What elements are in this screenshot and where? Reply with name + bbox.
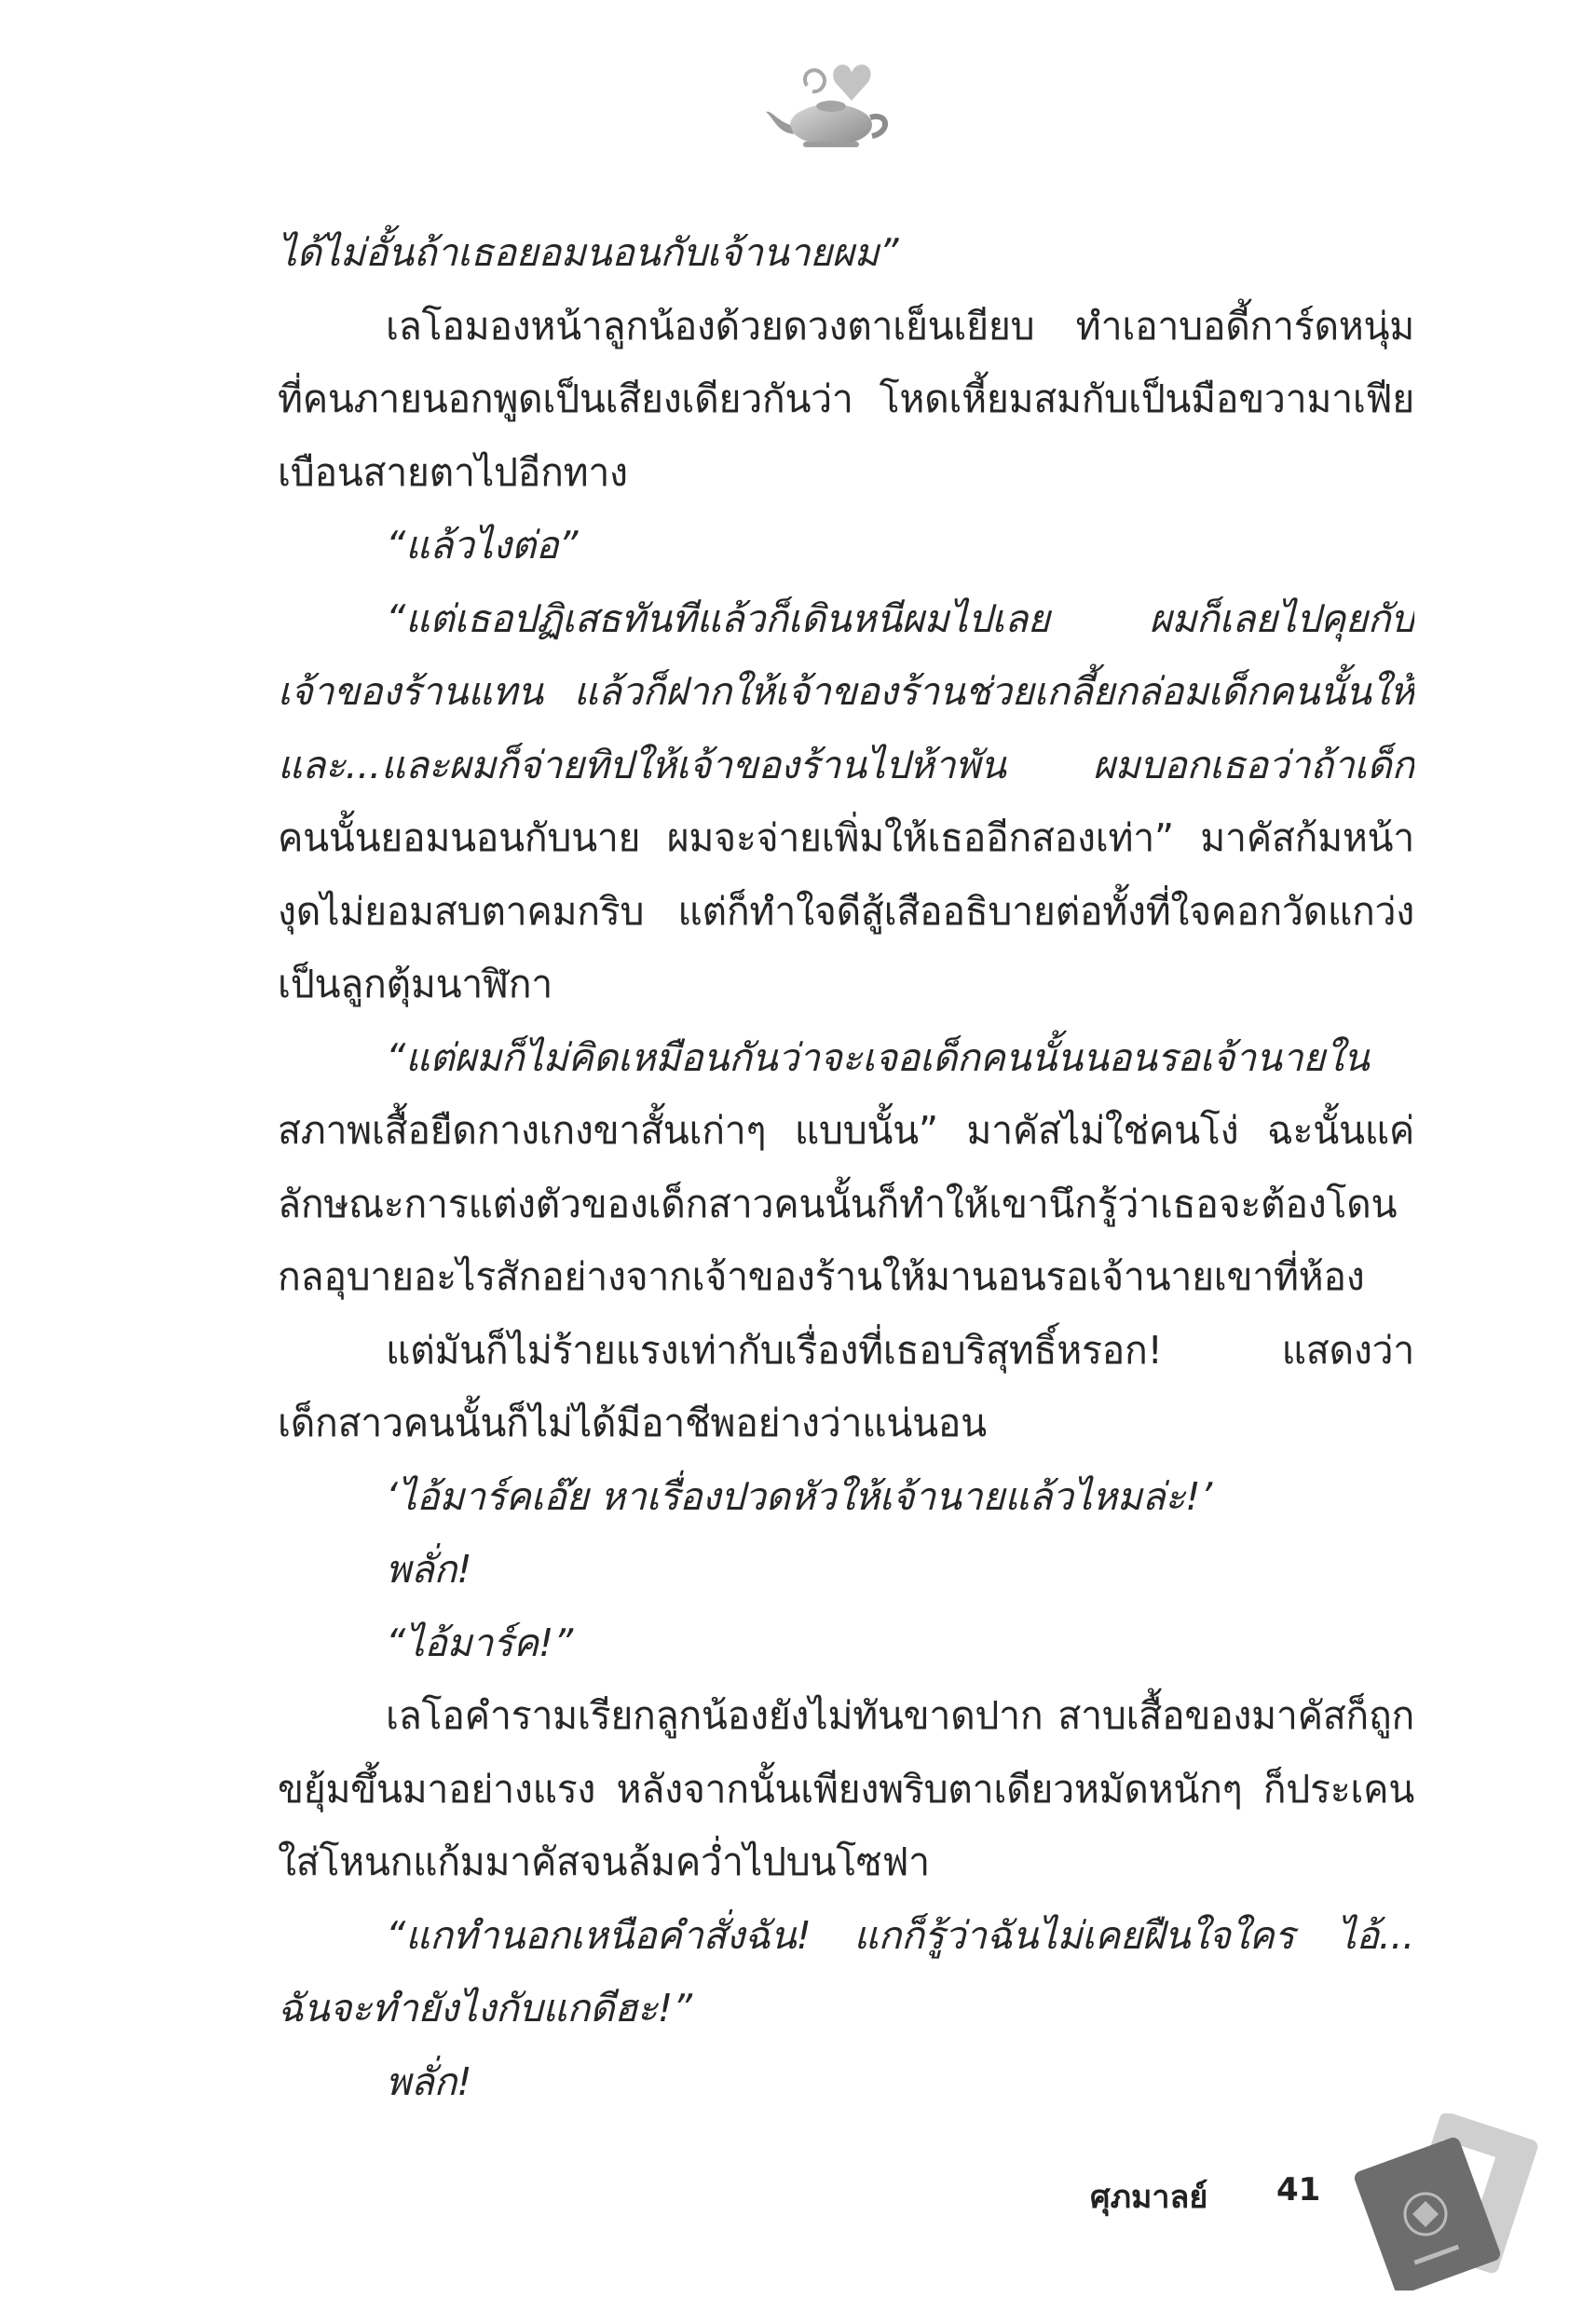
- text-line: พลั่ก!: [386, 1547, 472, 1592]
- text-line: “แล้วไงต่อ”: [386, 523, 579, 567]
- text-line: ได้ไม่อั้นถ้าเธอยอมนอนกับเจ้านายผม”: [278, 230, 899, 275]
- text-line: พลั่ก!: [386, 2058, 472, 2104]
- teapot-ornament-icon: [762, 45, 902, 157]
- text-line: “แต่ผมก็ไม่คิดเหมือนกันว่าจะเจอเด็กคนนั้นนอนรอเจ้านายใน: [386, 1034, 1370, 1080]
- text-line: กลอุบายอะไรสักอย่างจากเจ้าของร้านให้มานอนรอเจ้านายเขาที่ห้อง: [278, 1254, 1365, 1299]
- passport-icon: [1353, 2113, 1539, 2290]
- text-line: เบือนสายตาไปอีกทาง: [278, 449, 628, 495]
- text-line: ลักษณะการแต่งตัวของเด็กสาวคนนั้นก็ทำให้เขานึกรู้ว่าเธอจะต้องโดน: [278, 1181, 1398, 1226]
- text-line: เด็กสาวคนนั้นก็ไม่ได้มีอาชีพอย่างว่าแน่นอน: [278, 1401, 987, 1445]
- text-line: งุดไม่ยอมสบตาคมกริบ แต่ก็ทำใจดีสู้เสืออธิบายต่อทั้งที่ใจคอกวัดแกว่ง: [278, 888, 1414, 934]
- page-number: 41: [1276, 2171, 1321, 2208]
- text-line: “แกทำนอกเหนือคำสั่งฉัน! แกก็รู้ว่าฉันไม่เคยฝืนใจใคร ไอ้...: [386, 1912, 1414, 1958]
- text-line: คนนั้นยอมนอนกับนาย ผมจะจ่ายเพิ่มให้เธออีกสองเท่า” มาคัสก้มหน้า: [278, 815, 1414, 860]
- text-line: “แต่เธอปฏิเสธทันทีแล้วก็เดินหนีผมไปเลย ผมก็เลยไปคุยกับ: [386, 595, 1414, 641]
- text-line: ฉันจะทำยังไงกับแกดีฮะ!”: [278, 1986, 692, 2031]
- body-text: [278, 216, 1414, 2118]
- text-line: เป็นลูกตุ้มนาฬิกา: [278, 962, 552, 1006]
- text-line: “ไอ้มาร์ค!”: [386, 1620, 573, 1665]
- text-line: เลโอมองหน้าลูกน้องด้วยดวงตาเย็นเยียบ ทำเอาบอดี้การ์ดหนุ่ม: [386, 303, 1414, 349]
- text-line: ที่คนภายนอกพูดเป็นเสียงเดียวกันว่า โหดเหี้ยมสมกับเป็นมือขวามาเฟีย: [278, 376, 1414, 421]
- text-line: สภาพเสื้อยืดกางเกงขาสั้นเก่าๆ แบบนั้น” มาคัสไม่ใช่คนโง่ ฉะนั้นแค่: [278, 1108, 1414, 1153]
- text-line: เลโอคำรามเรียกลูกน้องยังไม่ทันขาดปาก สาบเสื้อของมาคัสก็ถูก: [386, 1693, 1414, 1738]
- text-line: และ...และผมก็จ่ายทิปให้เจ้าของร้านไปห้าพัน ผมบอกเธอว่าถ้าเด็ก: [278, 742, 1414, 787]
- text-line: ขยุ้มขึ้นมาอย่างแรง หลังจากนั้นเพียงพริบตาเดียวหมัดหนักๆ ก็ประเคน: [278, 1766, 1414, 1812]
- text-line: เจ้าของร้านแทน แล้วก็ฝากให้เจ้าของร้านช่วยเกลี้ยกล่อมเด็กคนนั้นให้: [278, 669, 1414, 714]
- text-line: แต่มันก็ไม่ร้ายแรงเท่ากับเรื่องที่เธอบริสุทธิ์หรอก! แสดงว่า: [386, 1327, 1414, 1373]
- footer-author: ศุภมาลย์: [1090, 2179, 1208, 2216]
- text-line: ใส่โหนกแก้มมาคัสจนล้มคว่ำไปบนโซฟา: [278, 1839, 930, 1884]
- text-line: ‘ไอ้มาร์คเอ๊ย หาเรื่องปวดหัวให้เจ้านายแล้วไหมล่ะ!’: [386, 1473, 1212, 1519]
